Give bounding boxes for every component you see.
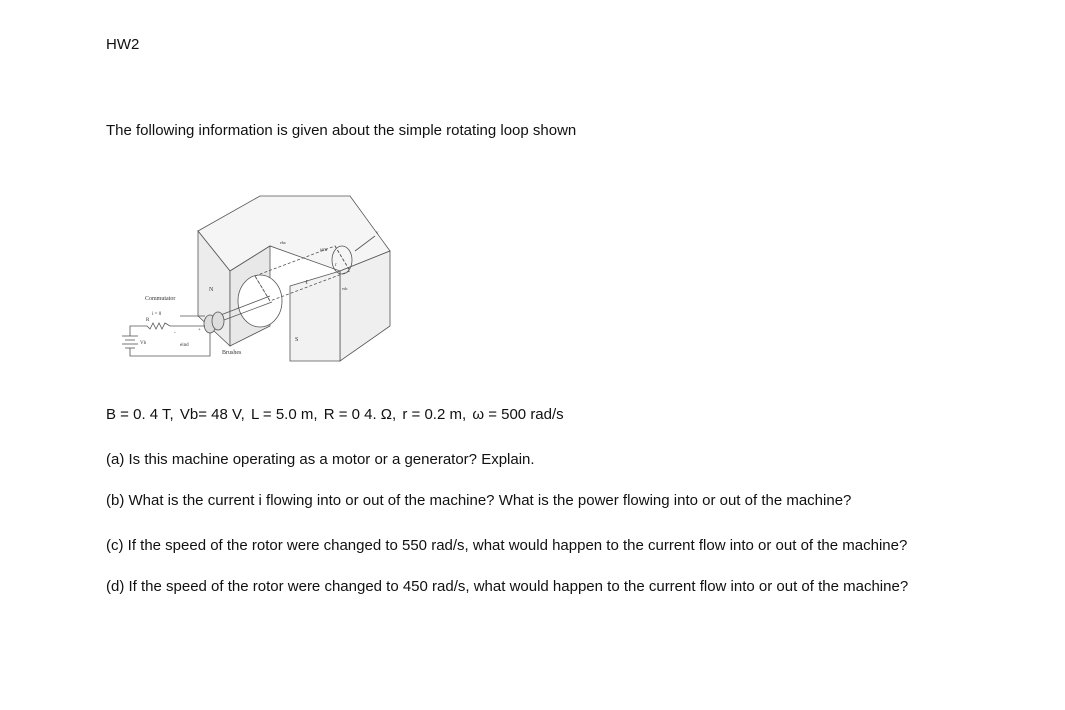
given-values [106, 406, 566, 423]
label-omega: ωm [320, 248, 328, 253]
label-plus: + [198, 328, 201, 333]
label-north: N [209, 287, 214, 293]
label-battery: Vb [140, 341, 147, 346]
given-l: L = 5.0 m, [250, 406, 318, 423]
question-b: (b) What is the current i flowing into or out of the machine? What is the power flowing into or out of the machine? [106, 492, 852, 509]
given-omega: ω = 500 rad/s [472, 406, 564, 423]
given-vb: Vb= 48 V, [179, 406, 245, 423]
label-emf: eind [180, 343, 189, 348]
given-b: B = 0. 4 T, [106, 406, 174, 423]
label-edc: edc [342, 286, 348, 291]
label-brushes: Brushes [222, 350, 242, 356]
label-eba: eba [280, 240, 286, 245]
rotating-loop-figure [110, 176, 400, 366]
question-c: (c) If the speed of the rotor were changed to 550 rad/s, what would happen to the current flow into or out of the machine? [106, 537, 908, 554]
label-radius: r [335, 263, 337, 268]
label-commutator: Commutator [145, 296, 176, 302]
label-south: S [295, 337, 299, 343]
label-minus: - [174, 331, 176, 336]
label-velocity: v [376, 231, 379, 236]
rotating-loop-diagram [110, 176, 400, 366]
label-length: ℓ [305, 280, 308, 286]
intro-text: The following information is given about the simple rotating loop shown [106, 122, 577, 139]
label-resistor: R [146, 318, 150, 323]
given-r-radius: r = 0.2 m, [402, 406, 467, 423]
given-r-resistance: R = 0 4. Ω, [323, 406, 397, 423]
document-title: HW2 [106, 36, 140, 53]
question-a: (a) Is this machine operating as a motor or a generator? Explain. [106, 451, 535, 468]
question-d: (d) If the speed of the rotor were changed to 450 rad/s, what would happen to the current flow into or out of the machine? [106, 578, 909, 595]
label-current-zero: i = 0 [152, 312, 162, 317]
